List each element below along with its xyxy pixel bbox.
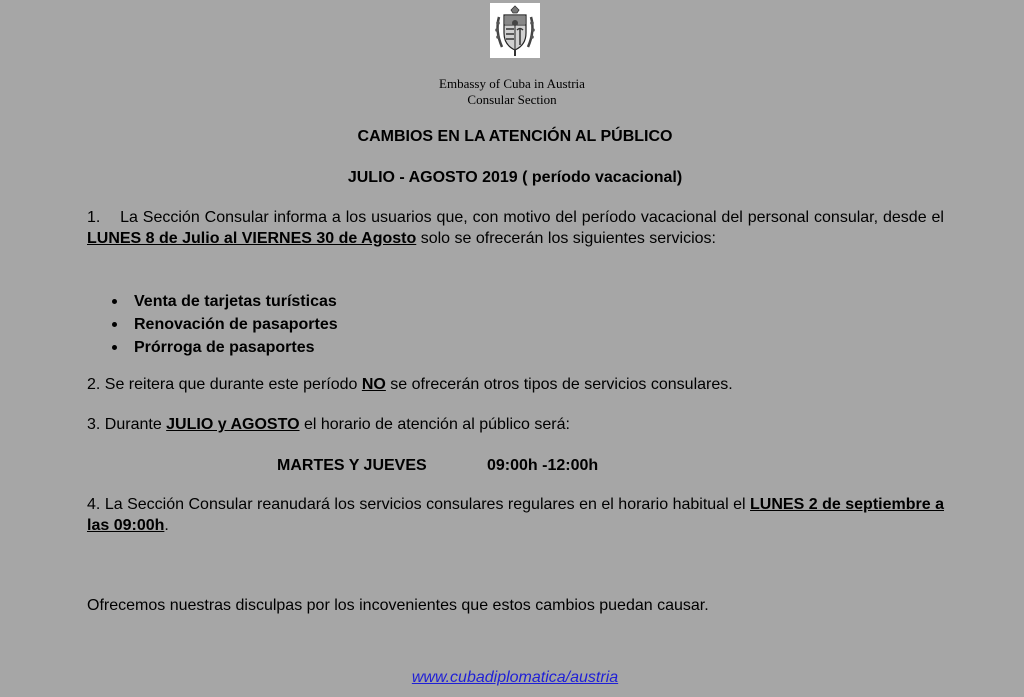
page-subtitle: JULIO - AGOSTO 2019 ( período vacacional) — [347, 169, 683, 186]
services-list — [112, 290, 338, 359]
website-link[interactable]: www.cubadiplomatica/austria — [411, 669, 619, 686]
item-2-text-after: se ofrecerán otros tipos de servicios consulares. — [385, 376, 733, 393]
item-4-text-before: 4. La Sección Consular reanudará los servicios consulares regulares en el horario habitual el — [87, 496, 751, 513]
list-item: Prórroga de pasaportes — [112, 336, 338, 359]
schedule-days: MARTES Y JUEVES — [277, 457, 427, 474]
list-item: Renovación de pasaportes — [112, 313, 338, 336]
embassy-name: Embassy of Cuba in Austria — [439, 76, 585, 91]
apology-text: Ofrecemos nuestras disculpas por los incovenientes que estos cambios puedan causar. — [87, 597, 709, 614]
item-1-text-before: 1. La Sección Consular informa a los usuarios que, con motivo del período vacacional del personal consular, desde el — [87, 209, 949, 226]
schedule-hours: 09:00h -12:00h — [487, 457, 599, 474]
section-name: Consular Section — [467, 92, 557, 107]
item-4-text-after: . — [164, 517, 169, 534]
cuba-coat-of-arms-icon — [490, 3, 540, 58]
item-2-highlight: NO — [361, 376, 386, 393]
list-item: Venta de tarjetas turísticas — [112, 290, 338, 313]
item-3-text-after: el horario de atención al público será: — [299, 416, 570, 433]
item-4-highlight: LUNES 2 de septiembre a las 09:00h — [87, 496, 944, 534]
schedule-line — [277, 455, 599, 476]
item-1-text-after: solo se ofrecerán los siguientes servicios: — [416, 230, 716, 247]
item-2-text-before: 2. Se reitera que durante este período — [87, 376, 362, 393]
notice-item-3 — [87, 414, 944, 435]
item-3-highlight: JULIO y AGOSTO — [166, 416, 300, 433]
notice-item-4 — [87, 494, 944, 536]
page-title: CAMBIOS EN LA ATENCIÓN AL PÚBLICO — [357, 128, 673, 145]
item-3-text-before: 3. Durante — [87, 416, 167, 433]
item-1-highlight: LUNES 8 de Julio al VIERNES 30 de Agosto — [87, 230, 417, 247]
notice-item-2 — [87, 374, 944, 395]
notice-item-1 — [87, 207, 949, 249]
